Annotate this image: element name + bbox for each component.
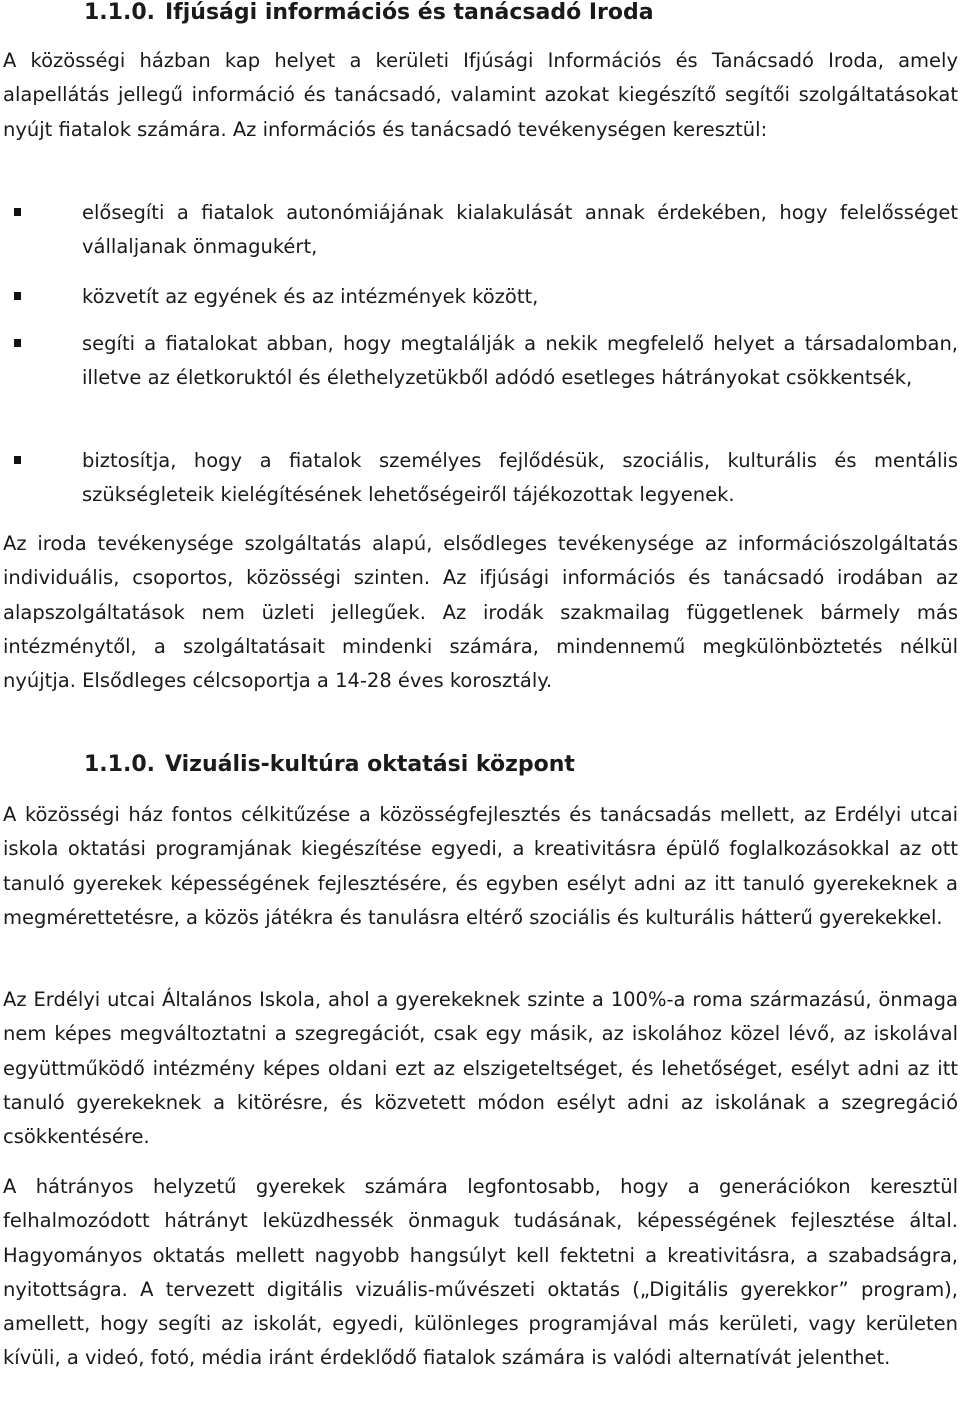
section-title: Vizuális-kultúra oktatási központ <box>165 752 575 777</box>
list-item-text: közvetít az egyének és az intézmények között, <box>82 285 539 308</box>
square-bullet-icon <box>14 292 21 300</box>
list-item-text: biztosítja, hogy a fiatalok személyes fejlődésük, szociális, kulturális és mentális szükségleteik kielégítésének lehetőségeiről tájékozottak legyenek. <box>82 449 958 506</box>
list-item <box>82 327 958 394</box>
list-item-text: elősegíti a fiatalok autonómiájának kialakulását annak érdekében, hogy felelősséget vállaljanak önmagukért, <box>82 201 958 258</box>
section-number: 1.1.0. <box>84 752 155 777</box>
section-title: Ifjúsági információs és tanácsadó Iroda <box>165 0 654 25</box>
body-paragraph: A közösségi ház fontos célkitűzése a közösségfejlesztés és tanácsadás mellett, az Erdélyi utcai iskola oktatási programjának kiegészítése egyedi, a kreativitásra épülő foglalkozásokkal az ott tanuló gyerekek képességének fejlesztésére, és egyben esélyt adni az itt tanuló gyerekeknek a megmérettetésre, a közös játékra és tanulásra eltérő szociális és kulturális hátterű gyerekekkel. <box>3 803 958 929</box>
body-paragraph: Az Erdélyi utcai Általános Iskola, ahol a gyerekeknek szinte a 100%-a roma származású, önmaga nem képes megváltoztatni a szegregációt, csak egy másik, az iskolához közel lévő, az iskolával együttműködő intézmény képes oldani ezt az elszigeteltséget, és lehetőséget, esélyt adni az itt tanuló gyerekeknek a kitörésre, és közvetett módon esélyt adni az iskolának a szegregáció csökkentésére. <box>3 988 958 1149</box>
section-heading-ifjusagi-iroda <box>84 0 654 28</box>
closing-paragraph: Az iroda tevékenysége szolgáltatás alapú, elsődleges tevékenysége az információszolgáltatás individuális, csoportos, közösségi szinten. Az ifjúsági információs és tanácsadó irodában az alapszolgáltatások nem üzleti jellegűek. Az irodák szakmailag függetlenek bármely más intézménytől, a szolgáltatásait mindenki számára, mindennemű megkülönböztetés nélkül nyújtja. Elsődleges célcsoportja a 14-28 éves korosztály. <box>3 532 958 693</box>
square-bullet-icon <box>14 456 21 464</box>
section-heading-vizualis-kultura <box>84 750 575 780</box>
body-paragraph: A hátrányos helyzetű gyerekek számára legfontosabb, hogy a generációkon keresztül felhalmozódott hátrányt leküzdhessék önmaguk tudásának, képességének fejlesztése által. Hagyományos oktatás mellett nagyobb hangsúlyt kell fektetni a kreativitásra, a szabadságra, nyitottságra. A tervezett digitális vizuális-művészeti oktatás („Digitális gyerekkor” program), amellett, hogy segíti az iskolát, egyedi, különleges programjával más kerületi, vagy kerületen kívüli, a videó, fotó, média iránt érdeklődő fiatalok számára is valódi alternatívát jelenthet. <box>3 1175 958 1370</box>
intro-paragraph: A közösségi házban kap helyet a kerületi Ifjúsági Információs és Tanácsadó Iroda, amely alapellátás jellegű információ és tanácsadó, valamint azokat kiegészítő segítői szolgáltatásokat nyújt fiatalok számára. Az információs és tanácsadó tevékenységen keresztül: <box>3 49 958 141</box>
list-item <box>82 196 958 263</box>
list-item-text: segíti a fiatalokat abban, hogy megtalálják a nekik megfelelő helyet a társadalomban, illetve az életkoruktól és élethelyzetükből adódó esetleges hátrányokat csökkentsék, <box>82 332 958 389</box>
list-item <box>82 444 958 511</box>
square-bullet-icon <box>14 339 21 347</box>
square-bullet-icon <box>14 208 21 216</box>
section-number: 1.1.0. <box>84 0 155 25</box>
list-item <box>82 280 958 314</box>
